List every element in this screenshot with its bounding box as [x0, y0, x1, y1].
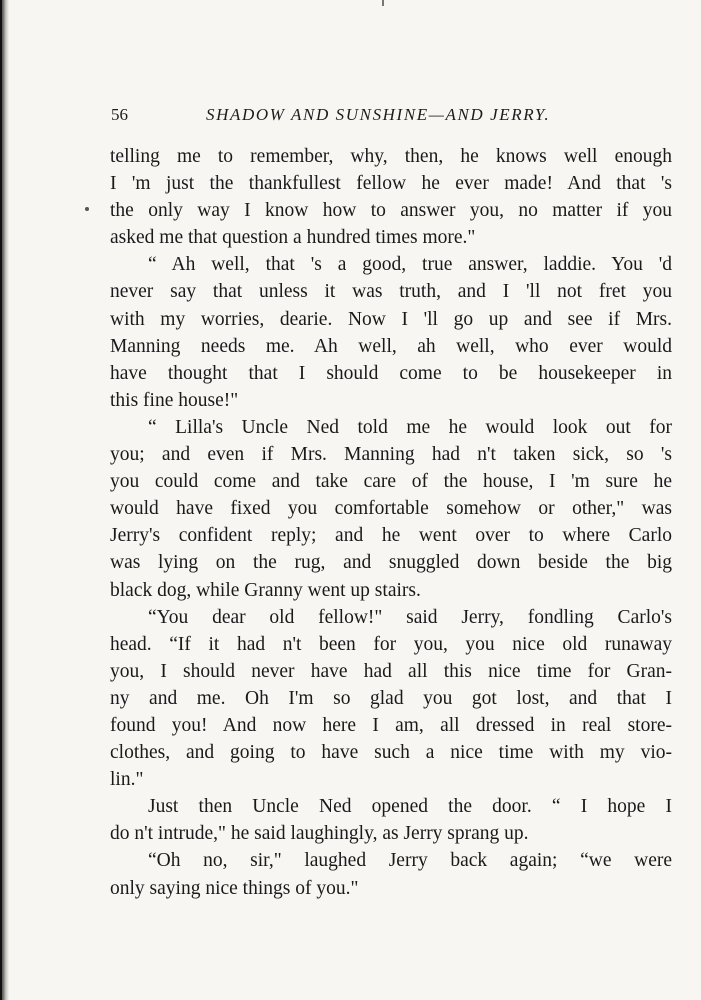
text-line: “You dear old fellow!" said Jerry, fondling Carlo's: [148, 606, 672, 628]
text-line: found you! And now here I am, all dressed in real store-: [110, 714, 672, 736]
binding-edge-line: [0, 0, 2, 1000]
text-line: Manning needs me. Ah well, ah well, who ever would: [110, 335, 672, 357]
text-line: ny and me. Oh I'm so glad you got lost, and that I: [110, 687, 672, 709]
text-line: never say that unless it was truth, and I 'll not fret you: [110, 281, 672, 303]
running-title: SHADOW AND SUNSHINE—AND JERRY.: [206, 105, 551, 124]
margin-dot: [85, 207, 89, 211]
text-line: “Oh no, sir," laughed Jerry back again; “we were: [148, 850, 672, 872]
text-line: Jerry's confident reply; and he went over to where Carlo: [110, 525, 672, 547]
text-line: clothes, and going to have such a nice time with my vio-: [110, 742, 672, 764]
text-line: lin.": [110, 769, 144, 791]
text-line: I 'm just the thankfullest fellow he ever made! And that 's: [110, 173, 672, 195]
text-line: “ Lilla's Uncle Ned told me he would look out for: [148, 416, 672, 438]
text-line: only saying nice things of you.": [110, 877, 359, 899]
text-line: you; and even if Mrs. Manning had n't taken sick, so 's: [110, 444, 672, 466]
text-line: you could come and take care of the house, I 'm sure he: [110, 471, 672, 493]
top-print-mark: [382, 0, 384, 6]
text-line: asked me that question a hundred times more.": [110, 227, 476, 249]
text-line: was lying on the rug, and snuggled down beside the big: [110, 552, 672, 574]
text-line: would have fixed you comfortable somehow or other," was: [110, 498, 672, 520]
body-text: [110, 143, 672, 902]
page-number: 56: [111, 105, 128, 124]
text-line: Just then Uncle Ned opened the door. “ I hope I: [148, 796, 672, 818]
text-line: you, I should never have had all this nice time for Gran-: [110, 660, 672, 682]
text-line: “ Ah well, that 's a good, true answer, laddie. You 'd: [148, 254, 672, 276]
text-line: black dog, while Granny went up stairs.: [110, 579, 421, 601]
text-line: this fine house!": [110, 389, 239, 411]
page-header: [111, 103, 591, 129]
text-line: with my worries, dearie. Now I 'll go up and see if Mrs.: [110, 308, 672, 330]
text-line: have thought that I should come to be housekeeper in: [110, 362, 672, 384]
text-line: telling me to remember, why, then, he knows well enough: [110, 146, 672, 167]
text-line: the only way I know how to answer you, no matter if you: [110, 200, 672, 222]
text-line: head. “If it had n't been for you, you nice old runaway: [110, 633, 672, 655]
text-line: do n't intrude," he said laughingly, as Jerry sprang up.: [110, 823, 529, 845]
